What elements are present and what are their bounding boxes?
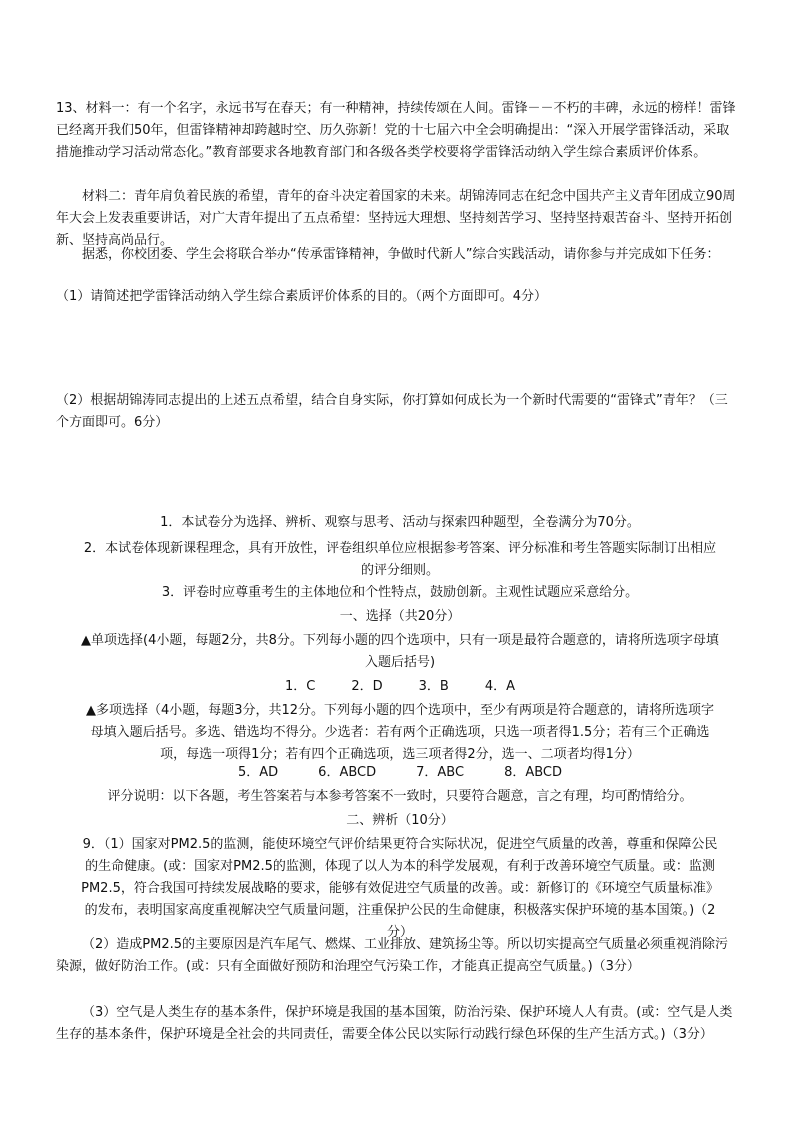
answer-7: 7．ABC [416, 765, 465, 780]
answer-9-part1: 9．（1）国家对PM2.5的监测，能使环境空气评价结果更符合实际状况，促进空气质量的改善，尊重和保障公民的生命健康。(或：国家对PM2.5的监测，体现了以人为本的科学发展观，有利于改善环境空气质量。或：监测PM2.5，符合我国可持续发展战略的要求，能够有效促进空气质量的改善。或：新修订的《环境空气质量标准》的发布，表明国家高度重视解决空气质量问题，注重保护公民的生命健康，积极落实保护环境的基本国策。)（2分） [81, 837, 719, 940]
multi-choice-answers [80, 762, 720, 784]
answer-8: 8．ABCD [504, 765, 563, 780]
grading-note: 评分说明：以下各题，考生答案若与本参考答案不一致时，只要符合题意，言之有理，均可酌情给分。 [107, 789, 693, 804]
answer-4: 4．A [484, 679, 516, 694]
note-2: 2．本试卷体现新课程理念，具有开放性，评卷组织单位应根据参考答案、评分标准和考生答题实际制订出相应的评分细则。 [83, 541, 717, 578]
q13-material1: 13、材料一：有一个名字，永远书写在春天；有一种精神，持续传颂在人间。雷锋－－不朽的丰碑，永远的榜样！雷锋已经离开我们50年，但雷锋精神却跨越时空、历久弥新！党的十七届六中全会明确提出：“深入开展学雷锋活动，采取措施推动学习活动常态化。”教育部要求各地教育部门和各级各类学校要将学雷锋活动纳入学生综合素质评价体系。 [56, 101, 736, 160]
answer-6: 6．ABCD [318, 765, 377, 780]
multi-choice-instructions: ▲多项选择（4小题，每题3分，共12分。下列每小题的四个选项中，至少有两项是符合题意的，请将所选项字母填入题后括号。多选、错选均不得分。少选者：若有两个正确选项，只选一项者得1.5分；若有三个正确选项，每选一项得1分；若有四个正确选项，选三项者得2分，选一、二项者均得1分） [85, 703, 715, 762]
q13-task-intro: 据悉，你校团委、学生会将联合举办“传承雷锋精神，争做时代新人”综合实践活动，请你参与并完成如下任务： [82, 247, 720, 262]
note-3: 3．评卷时应尊重考生的主体地位和个性特点，鼓励创新。主观性试题应采意给分。 [161, 585, 639, 600]
note-1: 1．本试卷分为选择、辨析、观察与思考、活动与探索四种题型，全卷满分为70分。 [160, 515, 640, 530]
section2-title: 二、辨析（10分） [346, 813, 454, 828]
q13-task1: （1）请简述把学雷锋活动纳入学生综合素质评价体系的目的。（两个方面即可。4分） [56, 289, 548, 304]
answer-2: 2．D [351, 679, 383, 694]
q13-material2: 材料二：青年肩负着民族的希望，青年的奋斗决定着国家的未来。胡锦涛同志在纪念中国共产主义青年团成立90周年大会上发表重要讲话，对广大青年提出了五点希望：坚持远大理想、坚持刻苦学习、坚持坚持艰苦奋斗、坚持开拓创新、坚持高尚品行。 [56, 189, 736, 248]
answer-1: 1．C [284, 679, 316, 694]
answer-5: 5．AD [237, 765, 279, 780]
single-choice-answers [80, 676, 720, 698]
q13-task2: （2）根据胡锦涛同志提出的上述五点希望，结合自身实际，你打算如何成长为一个新时代需要的“雷锋式”青年？（三个方面即可。6分） [56, 393, 728, 430]
single-choice-instructions: ▲单项选择(4小题，每题2分，共8分。下列每小题的四个选项中，只有一项是最符合题意的，请将所选项字母填入题后括号) [81, 633, 719, 670]
answer-9-part3: （3）空气是人类生存的基本条件，保护环境是我国的基本国策，防治污染、保护环境人人有责。(或：空气是人类生存的基本条件，保护环境是全社会的共同责任，需要全体公民以实际行动践行绿色环保的生产生活方式。)（3分） [56, 1005, 733, 1042]
answer-9-part2: （2）造成PM2.5的主要原因是汽车尾气、燃煤、工业排放、建筑扬尘等。所以切实提高空气质量必须重视消除污染源，做好防治工作。(或：只有全面做好预防和治理空气污染工作，才能真正提高空气质量。)（3分） [56, 937, 729, 974]
section1-title: 一、选择（共20分） [339, 609, 461, 624]
answer-3: 3．B [418, 679, 449, 694]
